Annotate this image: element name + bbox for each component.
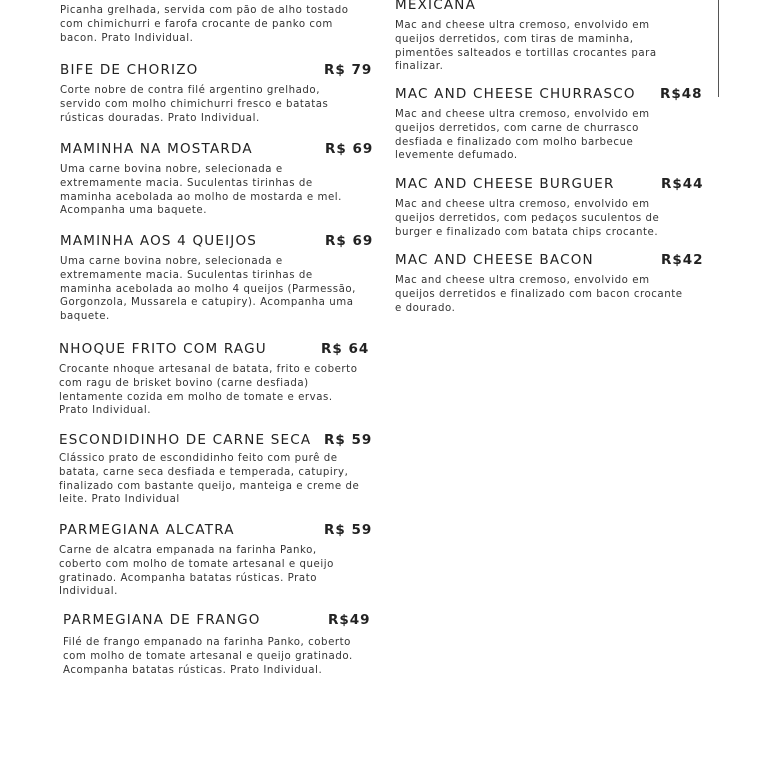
menu-item-price: R$44 bbox=[661, 176, 704, 192]
menu-item-maminha-aos-4-queijos bbox=[60, 233, 380, 324]
menu-item-picanha bbox=[60, 4, 380, 45]
menu-item-parmegiana-frango bbox=[63, 612, 383, 677]
menu-item-mac-churrasco bbox=[395, 86, 715, 163]
menu-item-description: Picanha grelhada, servida com pão de alho tostado com chimichurri e farofa crocante de panko com bacon. Prato Individual. bbox=[60, 5, 349, 44]
menu-item-price: R$ 79 bbox=[324, 62, 373, 78]
menu-item-name: PARMEGIANA DE FRANGO bbox=[63, 612, 261, 628]
menu-item-price: R$ 64 bbox=[321, 341, 370, 357]
menu-item-name: BIFE DE CHORIZO bbox=[60, 62, 199, 78]
menu-item-description: Uma carne bovina nobre, selecionada e extremamente macia. Suculentas tirinhas de maminha acebolada ao molho 4 queijos (Parmessão, Gorgonzola, Mussarela e catupiry). Acompanha uma baquete. bbox=[60, 256, 356, 323]
menu-item-description: Uma carne bovina nobre, selecionada e extremamente macia. Suculentas tirinhas de maminha acebolada ao molho de mostarda e mel. Acompanha uma baquete. bbox=[60, 164, 342, 217]
menu-item-name: PARMEGIANA ALCATRA bbox=[59, 522, 235, 538]
menu-item-name: MAC AND CHEESE CHURRASCO bbox=[395, 86, 636, 102]
menu-item-price: R$ 69 bbox=[325, 233, 374, 249]
menu-item-price: R$ 69 bbox=[325, 141, 374, 157]
menu-item-name: MAC AND CHEESE BACON bbox=[395, 252, 594, 268]
menu-item-price: R$49 bbox=[328, 612, 371, 628]
menu-item-parmegiana-alcatra bbox=[59, 522, 379, 599]
menu-item-escondidinho bbox=[59, 432, 379, 507]
menu-item-description: Mac and cheese ultra cremoso, envolvido em queijos derretidos e finalizado com bacon crocante e dourado. bbox=[395, 275, 683, 314]
menu-item-bife-de-chorizo bbox=[60, 62, 380, 125]
menu-item-price: R$ 59 bbox=[324, 432, 373, 448]
menu-item-description: Clássico prato de escondidinho feito com purê de batata, carne seca desfiada e temperada, catupiry, finalizado com bastante queijo, manteiga e creme de leite. Prato Individual bbox=[59, 453, 360, 506]
menu-item-description: Crocante nhoque artesanal de batata, frito e coberto com ragu de brisket bovino (carne desfiada) lentamente cozida em molho de tomate e ervas. Prato Individual. bbox=[59, 364, 358, 417]
menu-item-maminha-na-mostarda bbox=[60, 141, 380, 218]
menu-item-name: MAMINHA AOS 4 QUEIJOS bbox=[60, 233, 258, 249]
menu-item-mac-burguer bbox=[395, 176, 715, 239]
menu-item-nhoque-frito bbox=[59, 341, 379, 418]
menu-item-name: NHOQUE FRITO COM RAGU bbox=[59, 341, 267, 357]
menu-item-mexicana bbox=[395, 0, 715, 74]
column-divider bbox=[718, 0, 719, 97]
menu-item-description: Mac and cheese ultra cremoso, envolvido em queijos derretidos, com tiras de maminha, pimentões salteados e tortillas crocantes para finalizar. bbox=[395, 20, 657, 73]
menu-item-description: Corte nobre de contra filé argentino grelhado, servido com molho chimichurri fresco e batatas rústicas douradas. Prato Individual. bbox=[60, 85, 329, 124]
menu-item-description: Filé de frango empanado na farinha Panko, coberto com molho de tomate artesanal e queijo gratinado. Acompanha batatas rústicas. Prato Individual. bbox=[63, 637, 353, 676]
menu-item-mac-bacon bbox=[395, 252, 715, 315]
menu-item-price: R$ 59 bbox=[324, 522, 373, 538]
menu-item-name: MAC AND CHEESE BURGUER bbox=[395, 176, 615, 192]
menu-item-name: MAMINHA NA MOSTARDA bbox=[60, 141, 253, 157]
menu-item-name: ESCONDIDINHO DE CARNE SECA bbox=[59, 432, 312, 448]
menu-item-description: Mac and cheese ultra cremoso, envolvido em queijos derretidos, com carne de churrasco desfiada e finalizado com molho barbecue levemente defumado. bbox=[395, 109, 650, 162]
menu-item-name: MEXICANA bbox=[395, 0, 477, 13]
menu-item-price: R$48 bbox=[660, 86, 703, 102]
menu-item-description: Carne de alcatra empanada na farinha Panko, coberto com molho de tomate artesanal e queijo gratinado. Acompanha batatas rústicas. Prato Individual. bbox=[59, 545, 334, 598]
menu-item-price: R$42 bbox=[661, 252, 704, 268]
menu-item-description: Mac and cheese ultra cremoso, envolvido em queijos derretidos, com pedaços suculentos de burger e finalizado com batata chips crocante. bbox=[395, 199, 660, 238]
